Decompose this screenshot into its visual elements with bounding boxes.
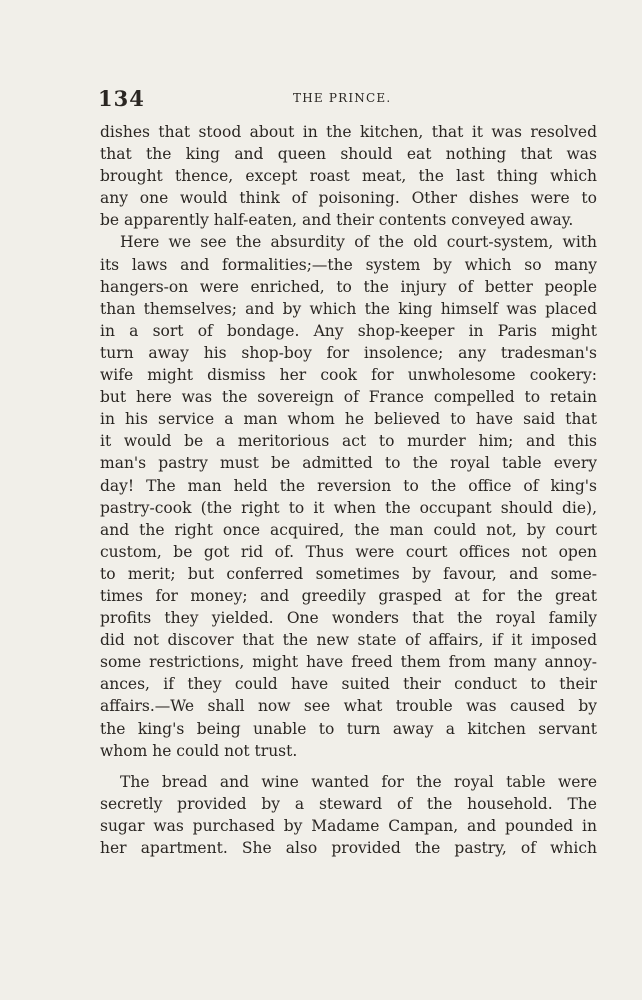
text-line: times for money; and greedily grasped at for the great	[100, 586, 597, 605]
text-line: man's pastry must be admitted to the royal table every	[100, 454, 597, 473]
text-line: than themselves; and by which the king himself was placed	[100, 299, 597, 318]
text-line: it would be a meritorious act to murder him; and this	[100, 432, 597, 451]
text-line: hangers-on were enriched, to the injury of better people	[100, 277, 597, 296]
text-line: whom he could not trust.	[100, 741, 298, 760]
text-line: sugar was purchased by Madame Campan, and pounded in	[100, 816, 597, 835]
text-line: profits they yielded. One wonders that the royal family	[100, 609, 597, 628]
text-line: secretly provided by a steward of the household. The	[100, 794, 597, 813]
text-line: that the king and queen should eat nothing that was	[100, 145, 597, 164]
text-line: did not discover that the new state of affairs, if it imposed	[100, 631, 597, 650]
text-line: her apartment. She also provided the pastry, of which	[100, 839, 597, 857]
page-number: 134	[98, 86, 145, 111]
paragraph-gap	[100, 762, 597, 771]
text-line: dishes that stood about in the kitchen, that it was resolved	[100, 123, 597, 141]
text-line: but here was the sovereign of France compelled to retain	[100, 388, 597, 407]
text-line: affairs.—We shall now see what trouble was caused by	[100, 697, 597, 716]
text-line: any one would think of poisoning. Other dishes were to	[100, 189, 597, 208]
paragraph	[100, 121, 597, 231]
page-header	[98, 86, 598, 114]
text-line: to merit; but conferred sometimes by favour, and some-	[100, 564, 597, 583]
text-line: in his service a man whom he believed to have said that	[100, 410, 597, 429]
text-line: The bread and wine wanted for the royal table were	[120, 772, 597, 791]
text-line: and the right once acquired, the man could not, by court	[100, 520, 597, 539]
text-line: the king's being unable to turn away a kitchen servant	[100, 719, 597, 738]
paragraph	[100, 231, 597, 761]
text-line: custom, be got rid of. Thus were court offices not open	[100, 542, 597, 561]
text-line: pastry-cook (the right to it when the occupant should die),	[100, 498, 597, 517]
text-line: ances, if they could have suited their conduct to their	[100, 675, 597, 694]
text-line: its laws and formalities;—the system by which so many	[100, 255, 597, 274]
text-line: wife might dismiss her cook for unwholesome cookery:	[100, 366, 597, 385]
text-line: Here we see the absurdity of the old court-system, with	[120, 233, 597, 252]
text-line: brought thence, except roast meat, the last thing which	[100, 167, 597, 186]
text-line: day! The man held the reversion to the office of king's	[100, 476, 597, 495]
running-head: THE PRINCE.	[293, 91, 392, 105]
text-line: some restrictions, might have freed them from many annoy-	[100, 653, 597, 672]
paragraph	[100, 771, 597, 859]
body-text	[100, 121, 597, 859]
text-line: be apparently half-eaten, and their contents conveyed away.	[100, 211, 574, 230]
text-line: turn away his shop-boy for insolence; any tradesman's	[100, 343, 597, 362]
text-line: in a sort of bondage. Any shop-keeper in Paris might	[100, 321, 597, 340]
